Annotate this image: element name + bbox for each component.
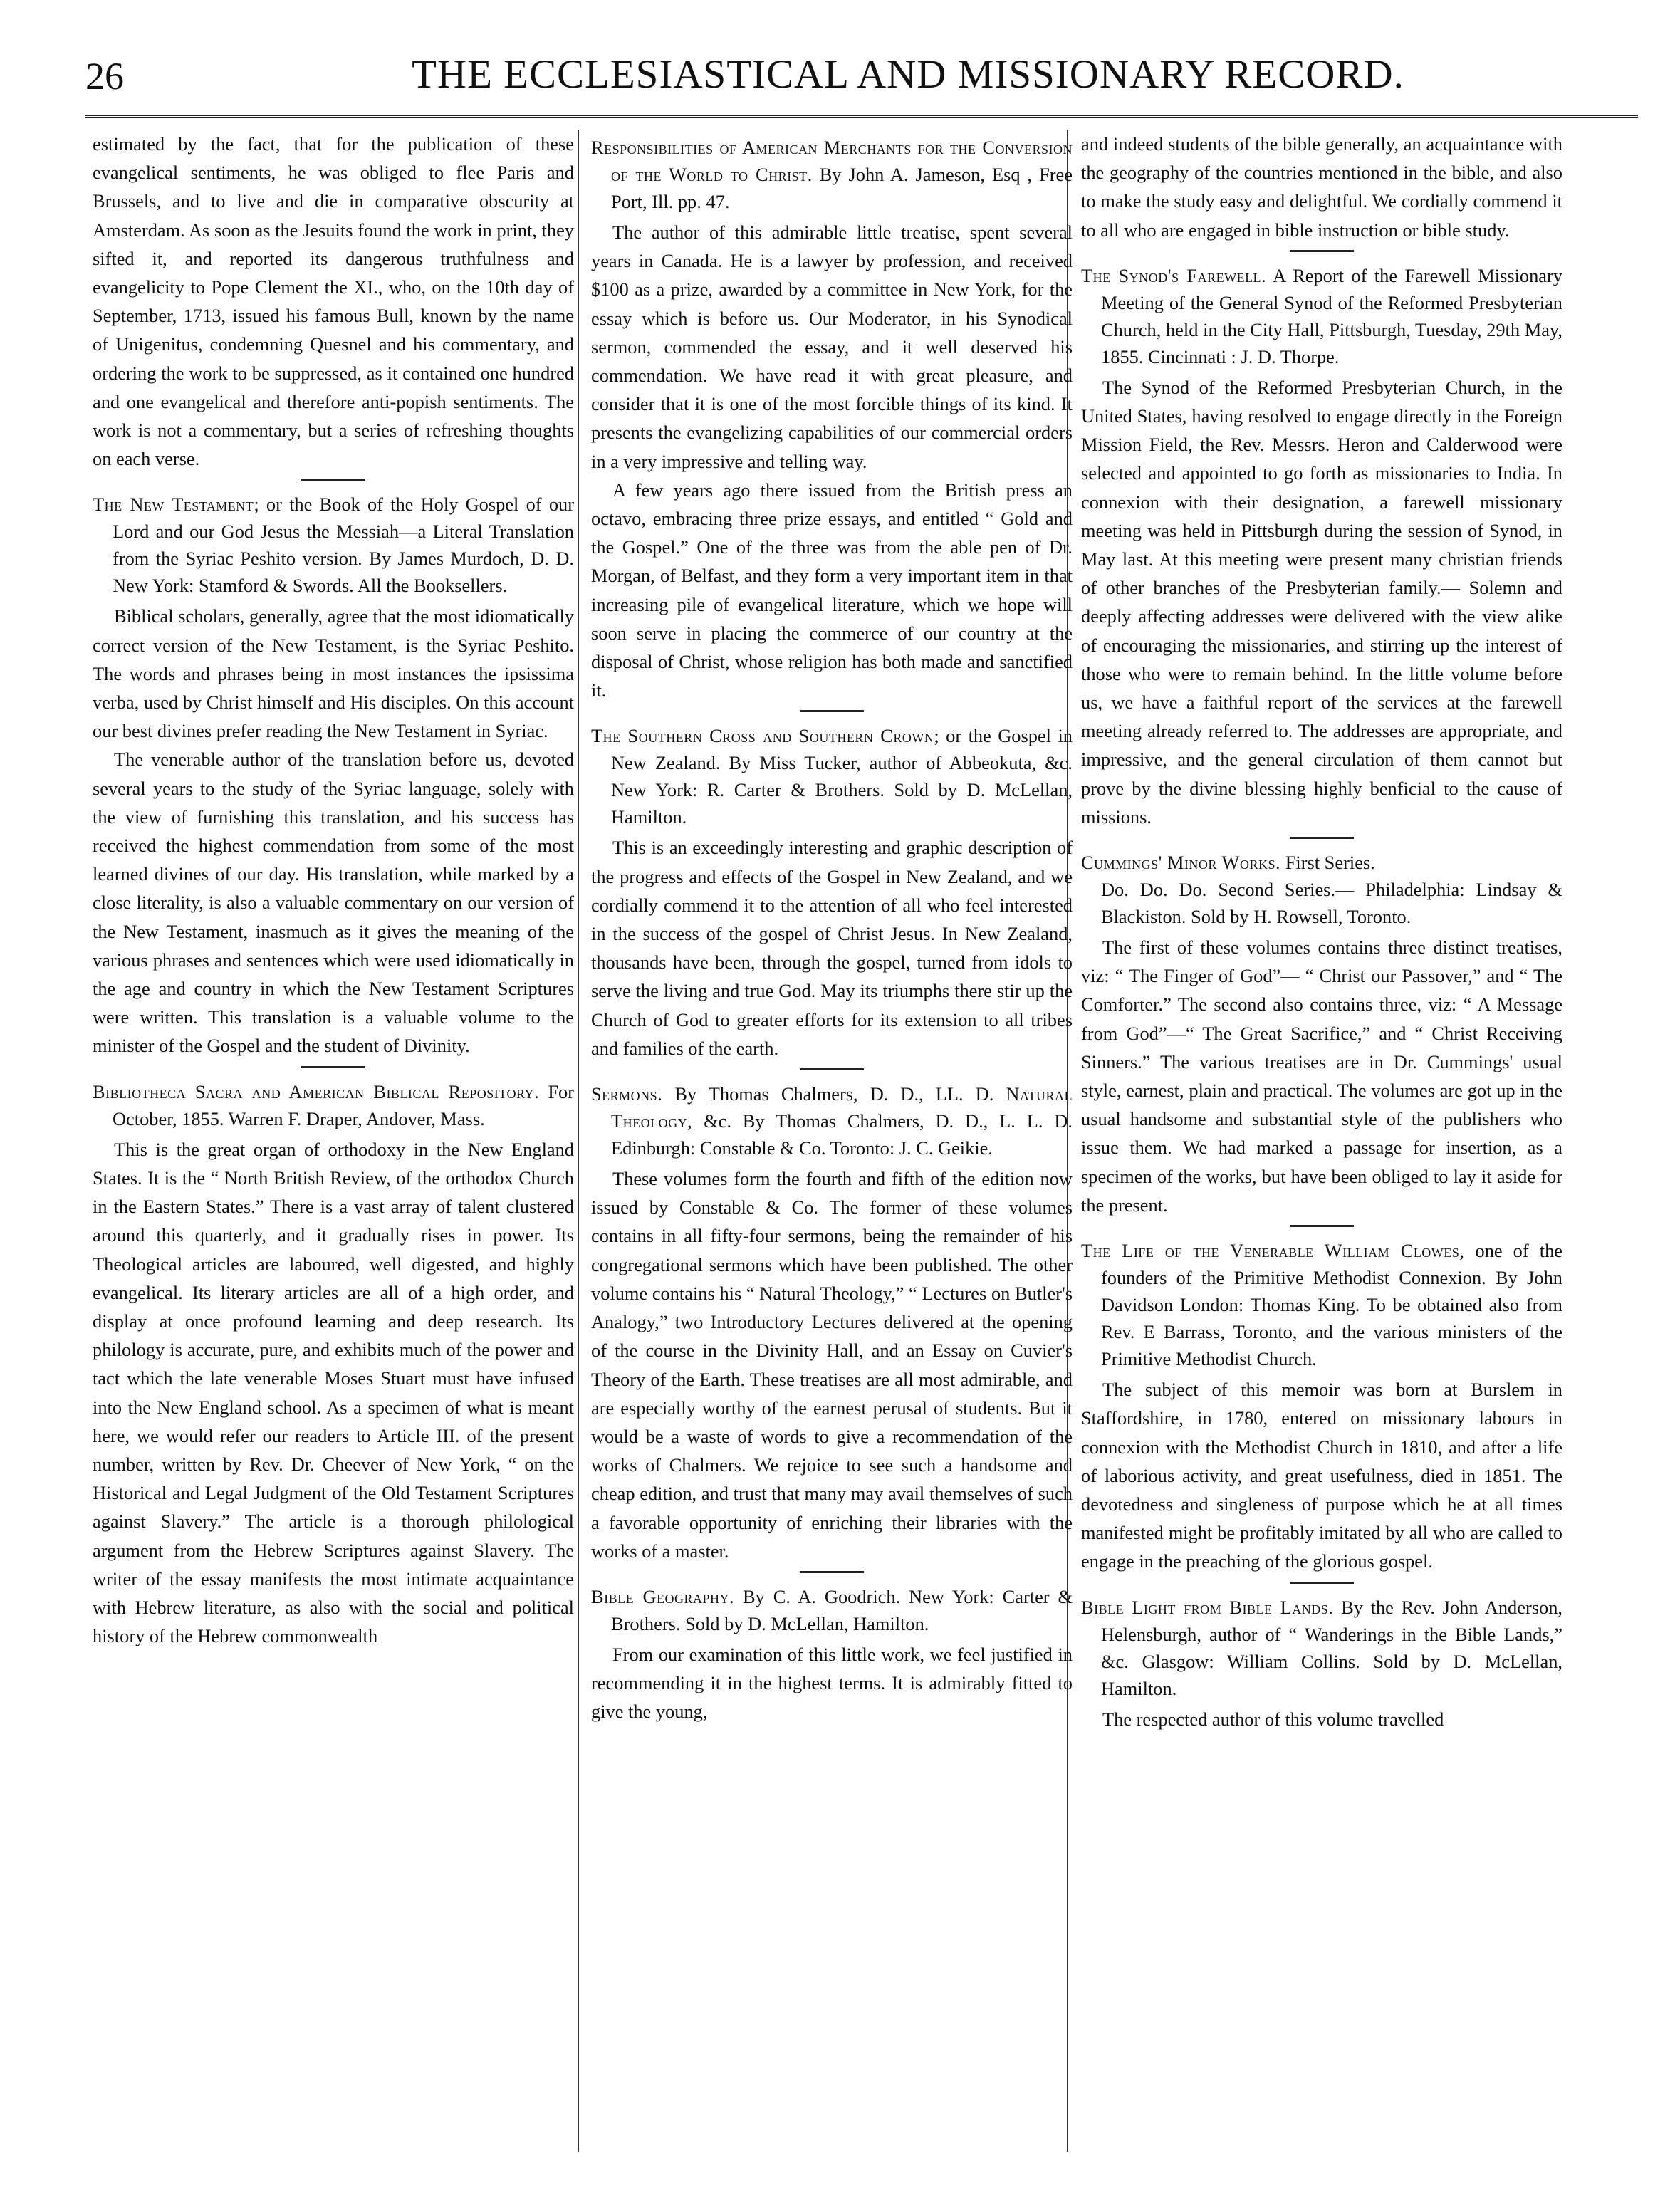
review-citation: First Series. <box>1285 852 1375 874</box>
article-separator <box>1290 250 1354 252</box>
review-citation: By John A. Jameson, Esq , Free Port, Ill. pp. 47. <box>611 164 1073 212</box>
column-right <box>1081 130 1562 2152</box>
article-separator <box>301 1066 365 1068</box>
continued-paragraph: estimated by the fact, that for the publication of these evangelical sentiments, he was obliged to flee Paris and Brussels, and to live and die in comparative obscurity at Amsterdam. As soon as the Jesuits found the work in print, they sifted it, and reported its dangerous truthfulness and evangelicity to Pope Clement the XI., who, on the 10th day of September, 1713, issued his famous Bull, known by the name of Unigenitus, condemning Quesnel and his commentary, and ordering the work to be suppressed, as it contained one hundred and one evangelical and therefore anti-popish sentiments. The work is not a commentary, but a series of refreshing thoughts on each verse. <box>93 133 574 470</box>
page-header <box>85 50 1638 105</box>
review-paragraph: The subject of this memoir was born at Burslem in Staffordshire, in 1780, entered on missionary labours in connexion with the Methodist Church in 1810, and after a life of laborious activity, and great usefulness, died in 1851. The devotedness and singleness of purpose which he at all times manifested might be profitably imitated by all who are called to engage in the preaching of the glorious gospel. <box>1081 1379 1562 1572</box>
review-heading-bible-geography <box>591 1583 1073 1637</box>
running-head: THE ECCLESIASTICAL AND MISSIONARY RECORD. <box>412 52 1404 97</box>
review-title: The Life of the Venerable William Clowes, <box>1081 1240 1465 1262</box>
column-left <box>93 130 574 2152</box>
continued-paragraph: and indeed students of the bible generally, an acquaintance with the geography of the countries mentioned in the bible, and also to make the study easy and delightful. We cordially commend it to all who are engaged in bible instruction or bible study. <box>1081 133 1562 241</box>
review-title: Bible Light from Bible Lands. <box>1081 1596 1334 1618</box>
review-citation: By Thomas Chalmers, D. D., LL. D. <box>674 1083 994 1105</box>
review-title: Bible Geography. <box>591 1585 735 1607</box>
article-separator <box>1290 1225 1354 1227</box>
article-separator <box>800 1068 864 1070</box>
review-heading-new-testament <box>93 491 574 599</box>
review-title: The Synod's Farewell. <box>1081 264 1267 286</box>
review-paragraph: The first of these volumes contains three distinct treatises, viz: “ The Finger of God”— “ Christ our Passover,” and “ The Comforter.” The second also contains three, viz: “ A Message from God”—“ The Great Sacrifice,” and “ Christ Receiving Sinners.” The various treatises are in Dr. Cummings' usual style, earnest, plain and practical. The volumes are got up in the usual handsome and substantial style of the publishers who issue them. We had marked a passage for insertion, as a specimen of the works, but have been obliged to lay it aside for the present. <box>1081 936 1562 1216</box>
review-title: Responsibilities of American Merchants for the Conversion of the World to Christ. <box>591 137 1073 185</box>
review-citation: one of the founders of the Primitive Methodist Connexion. By John Davidson London: Thomas King. To be obtained also from Rev. E Barrass, Toronto, and the various ministers of the Primitive Methodist Church. <box>1101 1240 1562 1370</box>
review-heading-sermons <box>591 1080 1073 1162</box>
review-citation: Do. Do. Do. Second Series.— Philadelphia: Lindsay & Blackiston. Sold by H. Rowsell, Toronto. <box>1101 879 1562 928</box>
review-title: Bibliotheca Sacra and American Biblical Repository. <box>93 1080 540 1102</box>
review-paragraph: This is the great organ of orthodoxy in the New England States. It is the “ North British Review, of the orthodox Church in the Eastern States.” There is a vast array of talent clustered around this quarterly, and it gradually rises in power. Its Theological articles are laboured, well digested, and highly evangelical. Its literary articles are all of a high order, and display at once profound learning and deep research. Its philology is accurate, pure, and exhibits much of the power and tact which the late venerable Moses Stuart must have infused into the New England school. As a specimen of what is meant here, we would refer our readers to Article III. of the present number, written by Rev. Dr. Cheever of New York, “ on the Historical and Legal Judgment of the Old Testament Scriptures against Slavery.” The article is a thorough philological argument from the Hebrew Scriptures against Slavery. The writer of the essay manifests the most intimate acquaintance with Hebrew literature, as also with the social and political history of the Hebrew commonwealth <box>93 1138 574 1647</box>
article-separator <box>800 710 864 712</box>
review-paragraph: The respected author of this volume travelled <box>1102 1708 1444 1730</box>
review-citation: A Report of the Farewell Missionary Meeting of the General Synod of the Reformed Presbyterian Church, held in the City Hall, Pittsburgh, Tuesday, 29th May, 1855. Cincinnati : J. D. Thorpe. <box>1101 264 1562 367</box>
article-separator <box>1290 1582 1354 1584</box>
review-citation: By the Rev. John Anderson, Helensburgh, author of “ Wanderings in the Bible Lands,” &c. Glasgow: William Collins. Sold by D. McLellan, Hamilton. <box>1101 1596 1562 1699</box>
review-citation: For October, 1855. Warren F. Draper, Andover, Mass. <box>113 1080 574 1129</box>
review-citation: ; or the Book of the Holy Gospel of our Lord and our God Jesus the Messiah—a Literal Translation from the Syriac Peshito version. By James Murdoch, D. D. New York: Stamford & Swords. All the Booksellers. <box>113 494 574 597</box>
review-heading-cummings <box>1081 849 1562 930</box>
article-separator <box>301 479 365 481</box>
header-rule <box>85 115 1638 118</box>
review-title: Sermons. <box>591 1083 663 1105</box>
review-heading-southern-cross <box>591 722 1073 830</box>
review-paragraph: The author of this admirable little treatise, spent several years in Canada. He is a lawyer by profession, and received $100 as a prize, awarded by a committee in New York, for the essay which is before us. Our Moderator, in his Synodical sermon, commended the essay, and it well deserved his commendation. We have read it with great pleasure, and consider that it is one of the most forcible things of its kind. It presents the evangelizing capabilities of our commercial orders in a very impressive and telling way. <box>591 221 1073 472</box>
article-separator <box>1290 837 1354 839</box>
column-rule <box>578 130 579 2152</box>
review-heading-synods-farewell <box>1081 262 1562 370</box>
review-paragraph: This is an exceedingly interesting and graphic description of the progress and effects of the Gospel in New Zealand, and we cordially commend it to the attention of all who feel interested in the success of the gospel of Christ Jesus. In New Zealand, thousands have been, through the gospel, turned from idols to serve the living and true God. May its triumphs there stir up the Church of God to greater efforts for its extension to all tribes and families of the earth. <box>591 837 1073 1059</box>
review-heading-bible-light <box>1081 1594 1562 1702</box>
review-heading-william-clowes <box>1081 1237 1562 1372</box>
review-paragraph: From our examination of this little work, we feel justified in recommending it in the highest terms. It is admirably fitted to give the young, <box>591 1643 1073 1723</box>
review-heading-bibliotheca-sacra <box>93 1078 574 1132</box>
review-title: Cummings' Minor Works. <box>1081 852 1281 874</box>
review-paragraph: A few years ago there issued from the British press an octavo, embracing three prize essays, and entitled “ Gold and the Gospel.” One of the three was from the able pen of Dr. Morgan, of Belfast, and they form a very important item in that increasing pile of evangelical literature, which we hope will soon serve in placing the commerce of our country at the disposal of Christ, whose religion has both made and sanctified it. <box>591 479 1073 701</box>
review-paragraph: Biblical scholars, generally, agree that the most idiomatically correct version of the New Testament, is the Syriac Peshito. The words and phrases being in most instances the ipsissima verba, used by Christ himself and His disciples. On this account our best divines prefer reading the New Testament in Syriac. <box>93 605 574 742</box>
review-citation: By C. A. Goodrich. New York: Carter & Brothers. Sold by D. McLellan, Hamilton. <box>611 1585 1073 1634</box>
review-citation: ; or the Gospel in New Zealand. By Miss Tucker, author of Abbeokuta, &c. New York: R. Carter & Brothers. Sold by D. McLellan, Hamilton. <box>611 725 1073 828</box>
review-title: The New Testament <box>93 494 254 516</box>
review-heading-responsibilities <box>591 134 1073 215</box>
review-title: The Southern Cross and Southern Crown <box>591 725 934 747</box>
review-paragraph: These volumes form the fourth and fifth of the edition now issued by Constable & Co. The former of these volumes contains in all fifty-four sermons, being the remainder of his congregational sermons which have been published. The other volume contains his “ Natural Theology,” “ Lectures on Butler's Analogy,” two Introductory Lectures delivered at the opening of the course in the Divinity Hall, and an Essay on Cuvier's Theory of the Earth. These treatises are all most admirable, and are especially worthy of the earnest perusal of students. But it would be a waste of words to give a recommendation of the works of Chalmers. We rejoice to see such a handsome and cheap edition, and trust that many may avail themselves of such a favorable opportunity of enriching their libraries with the works of a master. <box>591 1168 1073 1562</box>
review-title: Natural Theology, <box>611 1083 1073 1132</box>
article-separator <box>800 1571 864 1573</box>
review-paragraph: The venerable author of the translation before us, devoted several years to the study of the Syriac language, solely with the view of furnishing this translation, and his success has received the highest commendation from some of the most learned divines of our day. His translation, while marked by a close literality, is also a valuable commentary on our version of the New Testament, inasmuch as it gives the meaning of the various phrases and sentences which were used idiomatically in the age and country in which the New Testament Scriptures were written. This translation is a valuable volume to the minister of the Gospel and the student of Divinity. <box>93 748 574 1057</box>
page-number: 26 <box>85 55 124 98</box>
review-citation: &c. By Thomas Chalmers, D. D., L. L. D. Edinburgh: Constable & Co. Toronto: J. C. Geikie. <box>611 1110 1073 1159</box>
column-middle <box>591 130 1073 2152</box>
review-paragraph: The Synod of the Reformed Presbyterian Church, in the United States, having resolved to engage directly in the Foreign Mission Field, the Rev. Messrs. Heron and Calderwood were selected and appointed to go forth as missionaries to India. In connexion with their designation, a farewell missionary meeting was held in Pittsburgh during the session of Synod, in May last. At this meeting were present many christian friends of other branches of the Presbyterian family.— Solemn and deeply affecting addresses were delivered with the view alike of encouraging the missionaries, and stirring up the interest of those who were to remain behind. In the little volume before us, we have a faithful report of the services at the farewell meeting already referred to. The addresses are appropriate, and impressive, and the general circulation of them cannot but prove by the divine blessing highly benficial to the cause of missions. <box>1081 376 1562 828</box>
